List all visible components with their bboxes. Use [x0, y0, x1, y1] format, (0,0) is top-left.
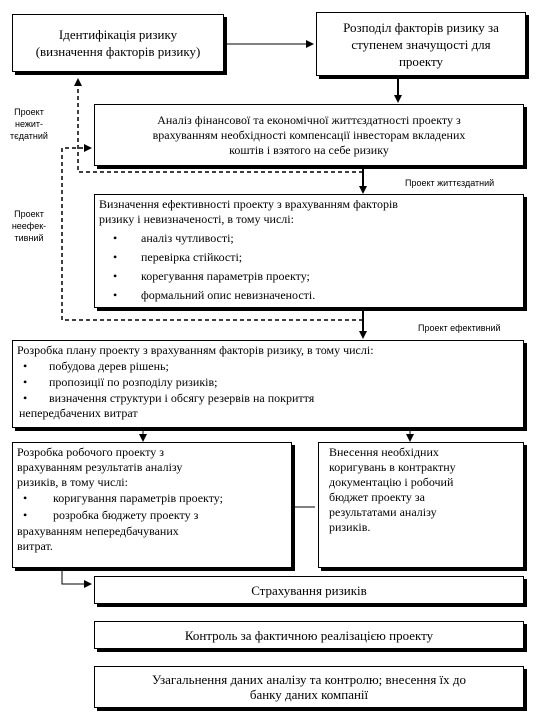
list-item — [99, 286, 519, 305]
list-item-text: визначення структури і обсягу резервів на покриття — [49, 391, 315, 405]
bullet: • — [113, 231, 118, 245]
list-item — [17, 390, 519, 406]
corrections-line2: коригувань в контрактну — [329, 460, 456, 474]
identification-line1: Ідентифікація ризику — [58, 27, 178, 42]
label-not-efficient — [2, 208, 56, 244]
list-item-text: розробка бюджету проекту з — [53, 508, 199, 522]
summary-line1: Узагальнення даних аналізу та контролю; внесення їх до — [151, 672, 467, 687]
distribution-box — [316, 12, 526, 76]
corrections-line4: бюджет проекту за — [329, 490, 425, 504]
identification-box — [12, 14, 224, 72]
working-box — [12, 442, 292, 568]
analysis-line2: врахуванням необхідності компенсації інвесторам вкладених — [152, 127, 466, 142]
analysis-box — [94, 104, 524, 166]
insurance-text: Страхування ризиків — [251, 582, 367, 598]
list-item — [99, 229, 519, 248]
list-item — [17, 374, 519, 390]
control-box — [94, 621, 524, 649]
bullet: • — [113, 269, 118, 283]
analysis-line3: коштів і взятого на себе ризику — [229, 142, 389, 157]
list-item-text: пропозиції по розподілу ризиків; — [49, 375, 218, 389]
working-line1: Розробка робочого проекту з — [17, 445, 165, 459]
corrections-line5: результатами аналізу — [329, 505, 437, 519]
list-item-text: коригування параметрів проекту; — [53, 491, 223, 505]
working-continuation2: витрат. — [17, 539, 53, 553]
corrections-line1: Внесення необхідних — [329, 445, 439, 459]
working-list — [17, 490, 287, 524]
efficiency-line1: Визначення ефективності проекту з врахуванням факторів — [99, 197, 398, 211]
list-item-text: корегування параметрів проекту; — [141, 269, 310, 283]
list-item-text: формальний опис невизначеності. — [141, 288, 316, 302]
distribution-line2: ступенем значущості для — [351, 36, 491, 52]
summary-line2: банку даних компанії — [249, 687, 369, 702]
label-not-efficient-line1: Проект — [14, 209, 44, 219]
efficiency-box — [94, 194, 524, 308]
summary-box — [94, 666, 524, 708]
list-item — [99, 248, 519, 267]
distribution-line3: проекту — [398, 53, 444, 69]
list-item-text: аналіз чутливості; — [141, 231, 234, 245]
list-item — [17, 507, 287, 524]
corrections-line3: документацію і робочий — [329, 475, 454, 489]
list-item — [17, 358, 519, 374]
label-not-viable-line3: тєдатний — [10, 131, 48, 141]
corrections-line6: ризиків. — [329, 520, 371, 534]
list-item — [99, 267, 519, 286]
plan-line1: Розробка плану проекту з врахуванням факторів ризику, в тому числі: — [17, 343, 374, 357]
working-line2: врахуванням результатів аналізу — [17, 460, 183, 474]
working-continuation1: врахуванням непередбачуваних — [17, 524, 179, 538]
label-not-viable-line1: Проект — [14, 107, 44, 117]
label-not-efficient-line3: тивний — [14, 233, 44, 243]
label-not-viable — [2, 106, 56, 142]
insurance-box — [94, 576, 524, 604]
analysis-line1: Аналіз фінансової та економічної життєздатності проекту з — [157, 112, 461, 127]
efficiency-line2: ризику і невизначеності, в тому числі: — [99, 212, 294, 226]
list-item-text: перевірка стійкості; — [141, 250, 243, 264]
plan-box — [12, 340, 524, 428]
label-viable: Проект життєздатний — [405, 178, 495, 188]
bullet: • — [23, 375, 28, 389]
control-text: Контроль за фактичною реалізацією проекту — [184, 627, 434, 643]
bullet: • — [113, 288, 118, 302]
corrections-box — [318, 442, 524, 568]
bullet: • — [23, 359, 28, 373]
bullet: • — [23, 391, 28, 405]
label-not-viable-line2: нежит- — [14, 119, 44, 129]
distribution-line1: Розподіл факторів ризику за — [343, 19, 499, 35]
bullet: • — [23, 491, 28, 505]
bullet: • — [113, 250, 118, 264]
plan-continuation: непередбачених витрат — [19, 406, 138, 420]
arrow-working-to-insurance — [62, 570, 90, 584]
working-line3: ризиків, в тому числі: — [17, 475, 128, 489]
bullet: • — [23, 508, 28, 522]
plan-list — [17, 358, 519, 406]
identification-line2: (визначення факторів ризику) — [35, 44, 201, 59]
list-item-text: побудова дерев рішень; — [49, 359, 169, 373]
list-item — [17, 490, 287, 507]
label-efficient: Проект ефективний — [418, 323, 501, 333]
efficiency-list — [99, 229, 519, 305]
label-not-efficient-line2: неефек- — [11, 221, 47, 231]
